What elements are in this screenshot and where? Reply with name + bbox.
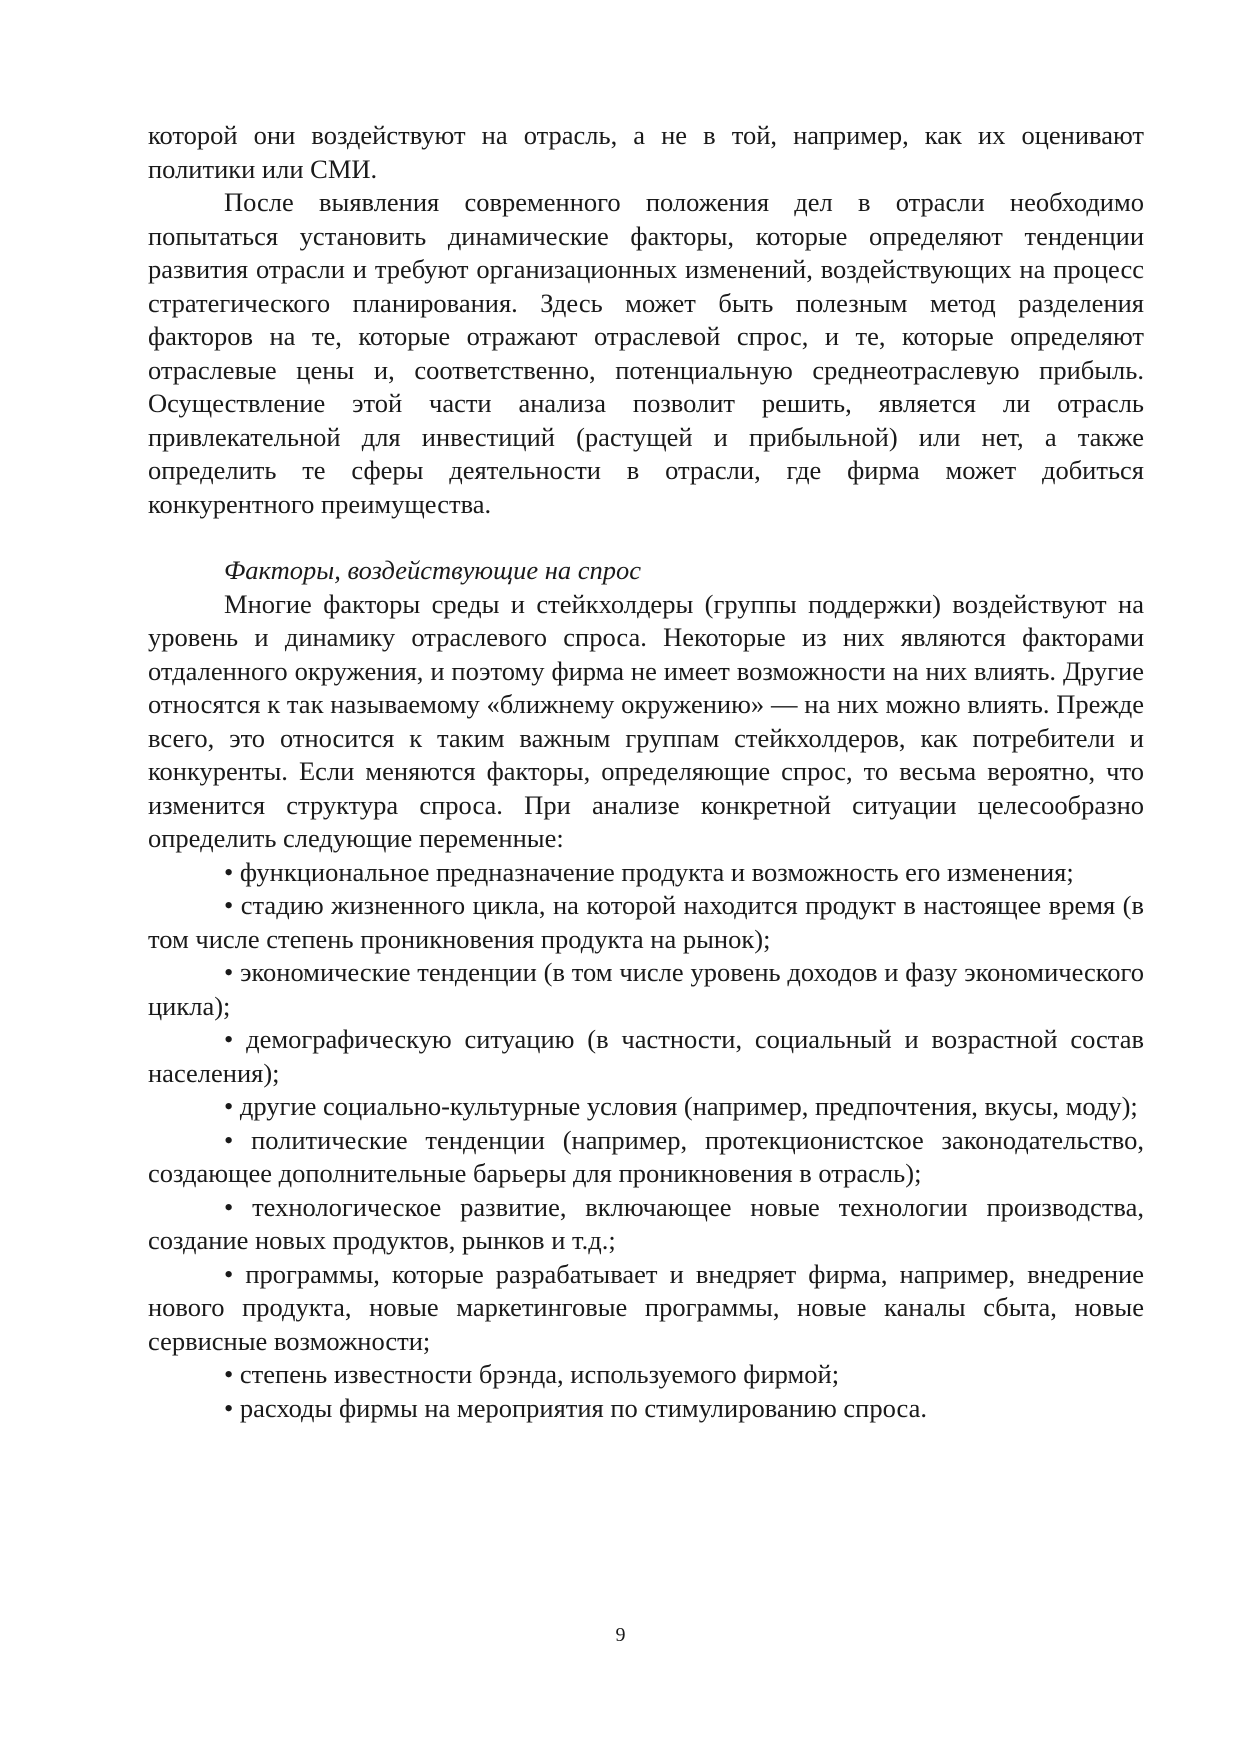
bullet-item: • технологическое развитие, включающее новые технологии производства, создание новых продуктов, рынков и т.д.; xyxy=(148,1191,1144,1255)
bullet-item: • функциональное предназначение продукта и возможность его изменения; xyxy=(224,856,1074,887)
bullet-item: • другие социально-культурные условия (например, предпочтения, вкусы, моду); xyxy=(224,1091,1138,1121)
section-spacer xyxy=(148,521,1144,554)
bullet-item: • политические тенденции (например, протекционистское законодательство, создающее дополнительные барьеры для проникновения в отрасль); xyxy=(148,1124,1144,1188)
bullet-item: • стадию жизненного цикла, на которой находится продукт в настоящее время (в том числе степень проникновения продукта на рынок); xyxy=(148,890,1144,954)
paragraph-dynamic-factors: После выявления современного положения дел в отрасли необходимо попытаться установить динамические факторы, которые определяют тенденции развития отрасли и требуют организационных изменений, воздействующих на процесс стратегического планирования. Здесь может быть полезным метод разделения факторов на те, которые отражают отраслевой спрос, и те, которые определяют отраслевые цены и, соответственно, потенциальную среднеотраслевую прибыль. Осуществление этой части анализа позволит решить, является ли отрасль привлекательной для инвестиций (растущей и прибыльной) или нет, а также определить те сферы деятельности в отрасли, где фирма может добиться конкурентного преимущества. xyxy=(148,187,1144,519)
page-number: 9 xyxy=(615,1624,626,1646)
section-intro-paragraph: Многие факторы среды и стейкхолдеры (группы поддержки) воздействуют на уровень и динамику отраслевого спроса. Некоторые из них являются факторами отдаленного окружения, и поэтому фирма не имеет возможности на них влиять. Другие относятся к так называемому «ближнему окружению» — на них можно влиять. Прежде всего, это относится к таким важным группам стейкхолдеров, как потребители и конкуренты. Если меняются факторы, определяющие спрос, то весьма вероятно, что изменится структура спроса. При анализе конкретной ситуации целесообразно определить следующие переменные: xyxy=(148,588,1144,853)
bullet-item: • демографическую ситуацию (в частности, социальный и возрастной состав населения); xyxy=(148,1024,1144,1088)
bullet-item: • программы, которые разрабатывает и внедряет фирма, например, внедрение нового продукта, новые маркетинговые программы, новые каналы сбыта, новые сервисные возможности; xyxy=(148,1258,1144,1356)
paragraph-continuation: которой они воздействуют на отрасль, а не в той, например, как их оценивают политики или СМИ. xyxy=(148,120,1144,184)
bullet-item: • экономические тенденции (в том числе уровень доходов и фазу экономического цикла); xyxy=(148,957,1144,1021)
page-text-block xyxy=(148,119,1144,1425)
bullet-item: • степень известности брэнда, используемого фирмой; xyxy=(224,1359,840,1389)
bullet-item: • расходы фирмы на мероприятия по стимулированию спроса. xyxy=(224,1392,927,1423)
section-heading: Факторы, воздействующие на спрос xyxy=(224,555,642,585)
